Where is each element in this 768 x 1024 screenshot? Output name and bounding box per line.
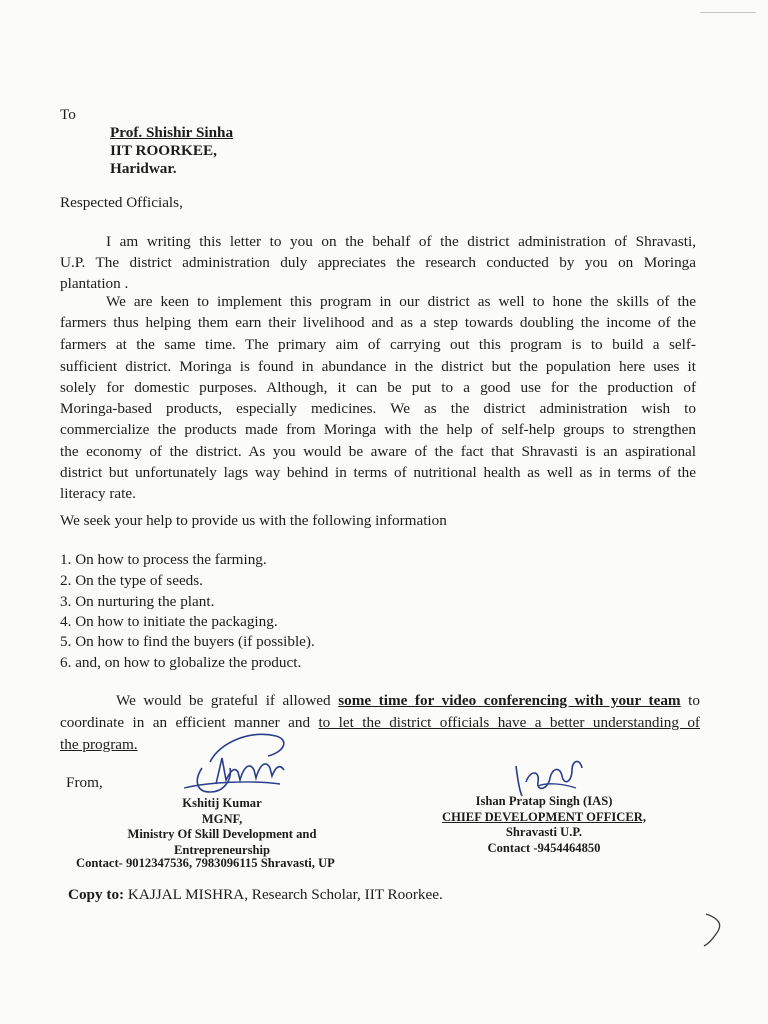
list-item: 6. and, on how to globalize the product.	[60, 654, 302, 671]
copy-to-label: Copy to:	[68, 886, 125, 903]
closing-line-2	[60, 714, 700, 732]
officer-contact: Contact -9454464850	[487, 840, 601, 855]
recipient-name: Prof. Shishir Sinha	[110, 124, 234, 141]
para2-line: solely for domestic purposes. Although, it can be put to a good use for the production of	[60, 379, 696, 396]
para2-line: literacy rate.	[60, 485, 136, 502]
pen-mark-icon	[700, 908, 730, 948]
closing-text: to	[680, 692, 700, 709]
officer-place: Shravasti U.P.	[505, 825, 583, 839]
scan-mark-top	[700, 12, 756, 13]
copy-to-line	[68, 886, 443, 904]
list-item: 4. On how to initiate the packaging.	[60, 613, 278, 630]
closing-line-1	[116, 692, 700, 710]
list-item: 2. On the type of seeds.	[60, 572, 203, 589]
closing-emphasis: some time for video conferencing with your team	[338, 692, 681, 709]
copy-to-text: KAJJAL MISHRA, Research Scholar, IIT Roorkee.	[124, 886, 443, 903]
closing-text: We would be grateful if allowed	[116, 692, 339, 709]
to-label: To	[60, 106, 76, 123]
closing-underlined: to let the district officials have a better understanding of	[318, 714, 700, 731]
list-item: 1. On how to process the farming.	[60, 551, 267, 568]
para1-line: plantation .	[60, 275, 129, 292]
closing-text: coordinate in an efficient manner and	[60, 714, 319, 731]
officer-name: Ishan Pratap Singh (IAS)	[475, 794, 613, 808]
recipient-institution: IIT ROORKEE,	[110, 142, 217, 159]
request-line: We seek your help to provide us with the following information	[60, 512, 447, 529]
sender-title: MGNF,	[201, 811, 243, 826]
sender-signature-icon	[180, 722, 290, 800]
salutation: Respected Officials,	[60, 194, 183, 211]
recipient-city: Haridwar.	[110, 160, 177, 177]
sender-block	[90, 796, 354, 858]
sender-name: Kshitij Kumar	[182, 796, 262, 810]
para1-line: U.P. The district administration duly appreciates the research conducted by you on Moringa	[60, 254, 696, 271]
para2-line: the economy of the district. As you would be aware of the fact that Shravasti is an aspirational	[60, 443, 696, 460]
closing-line-3: the program.	[60, 736, 138, 753]
para2-line: sufficient district. Moringa is found in abundance in the district but the population here uses it	[60, 358, 696, 375]
sender-org: Ministry Of Skill Development and	[127, 827, 317, 841]
officer-title: CHIEF DEVELOPMENT OFFICER,	[442, 809, 646, 824]
para2-line: farmers thus helping them earn their livelihood and as a step towards doubling the income of the	[60, 314, 696, 331]
list-item: 5. On how to find the buyers (if possible).	[60, 633, 315, 650]
officer-block	[424, 794, 664, 856]
para2-line: We are keen to implement this program in our district as well to hone the skills of the	[106, 293, 696, 310]
para2-line: Moringa-based products, especially medicines. We as the district administration wish to	[60, 400, 696, 417]
para2-line: farmers at the same time. The primary aim of carrying out this program is to build a self-	[60, 336, 696, 353]
para1-line: I am writing this letter to you on the behalf of the district administration of Shravasti,	[106, 233, 696, 250]
list-item: 3. On nurturing the plant.	[60, 593, 215, 610]
sender-contact: Contact- 9012347536, 7983096115 Shravasti, UP	[76, 856, 335, 870]
para2-line: district but unfortunately lags way behind in terms of nutritional health as well as in terms of the	[60, 464, 696, 481]
sender-org: Entrepreneurship	[173, 842, 271, 857]
from-label: From,	[66, 774, 103, 791]
para2-line: commercialize the products made from Moringa with the help of self-help groups to strengthen	[60, 421, 696, 438]
